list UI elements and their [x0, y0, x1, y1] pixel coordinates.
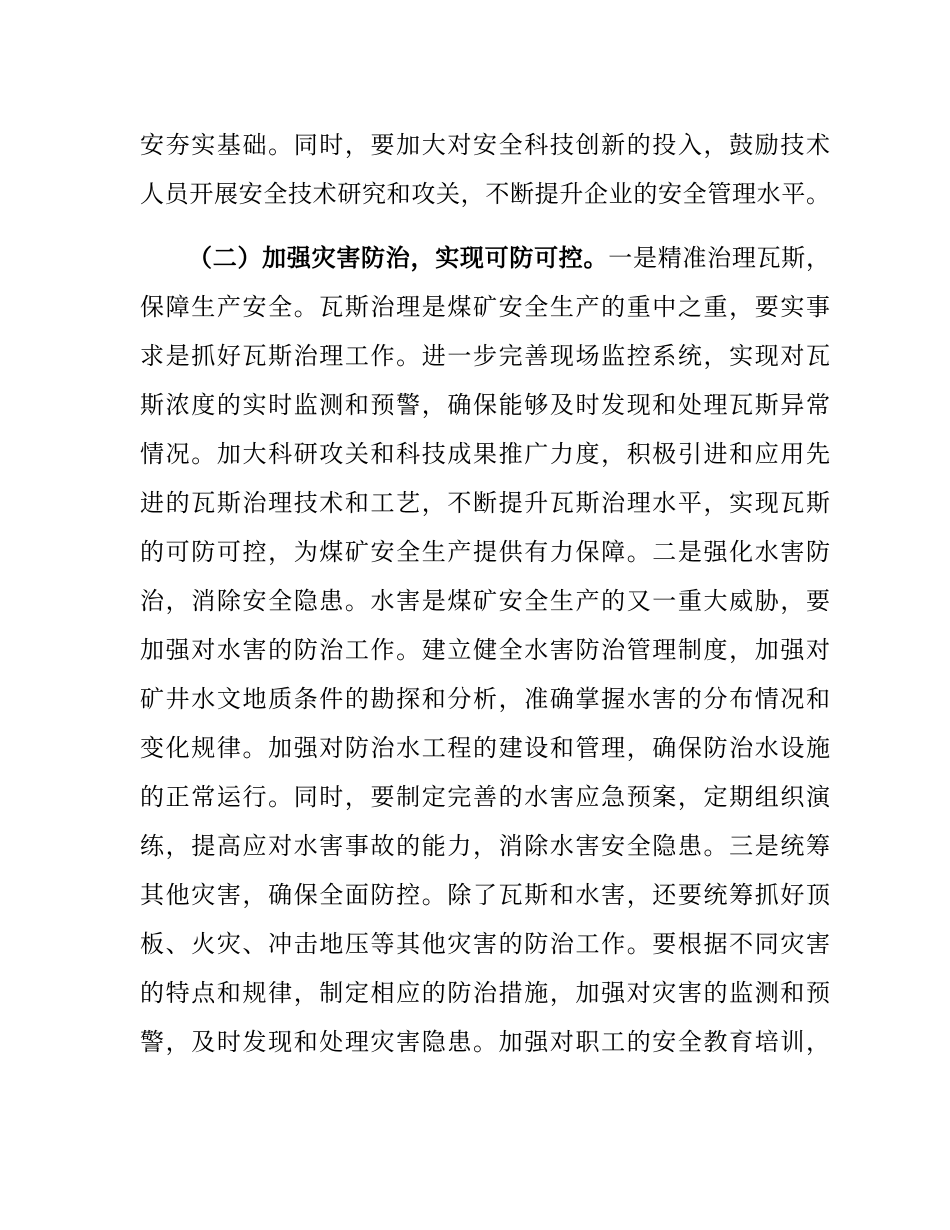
paragraph2-line-1 [140, 233, 830, 283]
paragraph2-line-15: 板、火灾、冲击地压等其他灾害的防治工作。要根据不同灾害 [140, 930, 830, 958]
paragraph2-line-9: 加强对水害的防治工作。建立健全水害防治管理制度，加强对 [140, 636, 830, 664]
paragraph2-line-6: 进的瓦斯治理技术和工艺，不断提升瓦斯治理水平，实现瓦斯 [140, 489, 830, 517]
paragraph2-line-2: 保障生产安全。瓦斯治理是煤矿安全生产的重中之重，要实事 [140, 293, 830, 321]
paragraph2-line-14: 其他灾害，确保全面防控。除了瓦斯和水害，还要统筹抓好顶 [140, 881, 830, 909]
paragraph1-line-1: 安夯实基础。同时，要加大对安全科技创新的投入，鼓励技术 [140, 131, 830, 159]
paragraph2-line-7: 的可防可控，为煤矿安全生产提供有力保障。二是强化水害防 [140, 538, 830, 566]
paragraph2-line-11: 变化规律。加强对防治水工程的建设和管理，确保防治水设施 [140, 734, 830, 762]
paragraph1-line-2: 人员开展安全技术研究和攻关，不断提升企业的安全管理水平。 [140, 180, 830, 208]
paragraph2-line-10: 矿井水文地质条件的勘探和分析，准确掌握水害的分布情况和 [140, 685, 830, 713]
paragraph2-line-17: 警，及时发现和处理灾害隐患。加强对职工的安全教育培训， [140, 1028, 830, 1056]
paragraph2-line-5: 情况。加大科研攻关和科技成果推广力度，积极引进和应用先 [140, 440, 830, 468]
paragraph2-line-13: 练，提高应对水害事故的能力，消除水害安全隐患。三是统筹 [140, 832, 830, 860]
paragraph2-line-12: 的正常运行。同时，要制定完善的水害应急预案，定期组织演 [140, 783, 830, 811]
paragraph2-line-4: 斯浓度的实时监测和预警，确保能够及时发现和处理瓦斯异常 [140, 391, 830, 419]
paragraph2-line-8: 治，消除安全隐患。水害是煤矿安全生产的又一重大威胁，要 [140, 587, 830, 615]
paragraph2-line-16: 的特点和规律，制定相应的防治措施，加强对灾害的监测和预 [140, 979, 830, 1007]
section-heading: （二）加强灾害防治，实现可防可控。 [188, 244, 609, 272]
paragraph2-line-3: 求是抓好瓦斯治理工作。进一步完善现场监控系统，实现对瓦 [140, 342, 830, 370]
paragraph2-line-1-rest: 一是精准治理瓦斯， [608, 244, 831, 272]
